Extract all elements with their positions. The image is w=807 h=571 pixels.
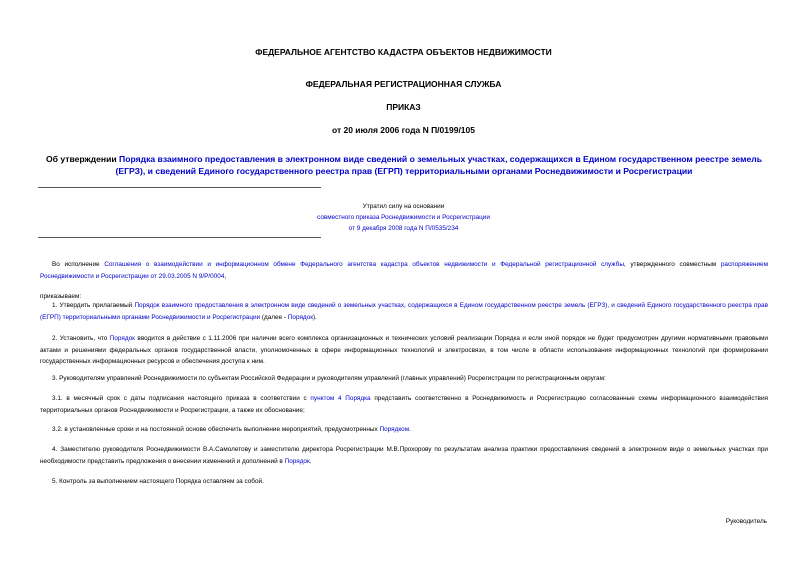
paragraph-1 xyxy=(40,300,768,323)
p2-text: 2. Установить, что xyxy=(52,335,110,342)
repeal-note xyxy=(0,201,807,234)
agency-heading-2: ФЕДЕРАЛЬНАЯ РЕГИСТРАЦИОННАЯ СЛУЖБА xyxy=(305,79,502,89)
paragraph-preamble xyxy=(40,259,768,282)
p4-text: 4. Заместителю руководителя Роснедвижимости В.А.Самолетову и заместителю директора Росрегистрации М.В.Прохорову по результатам анализа практики предоставления сведений в электронном виде о земельных участках при необходимости представить предложения о внесении изменений и дополнений в xyxy=(40,446,768,465)
paragraph-3: 3. Руководителям управлений Роснедвижимости по субъектам Российской Федерации и руководителям управлений (главных управлений) Росрегистрации по регистрационным округам: xyxy=(52,375,606,382)
paragraph-5: 5. Контроль за выполнением настоящего Порядка оставляем за собой. xyxy=(52,478,264,485)
p4-procedure-link[interactable]: Порядок xyxy=(284,457,310,465)
p1-text: 1. Утвердить прилагаемый xyxy=(52,302,135,309)
paragraph-2 xyxy=(40,333,768,368)
clause-4-link[interactable]: пунктом 4 Порядка xyxy=(310,395,371,402)
paragraph-4 xyxy=(40,444,768,467)
agency-heading-1: ФЕДЕРАЛЬНОЕ АГЕНТСТВО КАДАСТРА ОБЪЕКТОВ НЕДВИЖИМОСТИ xyxy=(255,47,552,57)
document-type: ПРИКАЗ xyxy=(386,102,421,112)
paragraph-3-2 xyxy=(40,424,780,436)
p1-text-2: (далее - xyxy=(260,313,288,321)
order-link[interactable]: распоряжением Роснедвижимости и Росрегистрации от 29.03.2005 N 9/Р/0004 xyxy=(40,261,768,280)
procedure-short-link[interactable]: Порядок xyxy=(287,313,314,321)
repeal-note-link2[interactable]: от 9 декабря 2008 года N П/0535/234 xyxy=(348,225,459,232)
p1-text-3: ). xyxy=(313,313,317,321)
agreement-link[interactable]: Соглашения о взаимодействии и информационном обмене Федерального агентства кадастра объектов недвижимости и Федеральной регистрационной службы xyxy=(104,261,624,268)
preamble-text-2: , утвержденного совместным xyxy=(623,261,721,268)
p3-2-procedure-link[interactable]: Порядком xyxy=(379,426,410,433)
divider-bottom xyxy=(38,237,321,238)
preamble-text-3: , xyxy=(224,272,227,280)
p2-text-2: вводится в действие с 1.11.2006 при наличии всего комплекса организационных и технических условий реализации Порядка и если иной порядок не будет предусмотрен другими нормативными правовыми актами и решениями федеральных органов государственной власти, уполномоченных в сфере информационных технологий и электросвязи, в том числе в области использования информационных технологий при формировании государственных информационных ресурсов и обеспечения доступа к ним. xyxy=(40,335,768,366)
title-prefix: Об утверждении xyxy=(46,154,120,164)
paragraph-3-1 xyxy=(40,393,768,416)
p4-text-2: . xyxy=(309,457,312,465)
p3-1-text-2: представить соответственно в Роснедвижимость и Росрегистрацию согласованные схемы информационного взаимодействия территориальных органов Роснедвижимости и Росрегистрации, а также их обоснование; xyxy=(40,395,768,414)
p2-procedure-link[interactable]: Порядок xyxy=(109,335,135,342)
repeal-note-line1: Утратил силу на основании xyxy=(362,203,445,210)
p3-2-text: 3.2. в установленные сроки и на постоянной основе обеспечить выполнение мероприятий, предусмотренных xyxy=(52,426,380,433)
p3-2-text-2: . xyxy=(409,426,411,433)
repeal-note-link1[interactable]: совместного приказа Роснедвижимости и Росрегистрации xyxy=(317,214,490,221)
divider-top xyxy=(38,187,321,188)
title-link[interactable]: Порядка взаимного предоставления в электронном виде сведений о земельных участках, содержащихся в Едином государственном реестре земель (ЕГРЗ), и сведений Единого государственного реестра прав (ЕГРП) территориальными органами Роснедвижимости и Росрегистрации xyxy=(115,154,762,176)
document-date: от 20 июля 2006 года N П/0199/105 xyxy=(331,125,475,135)
procedure-link[interactable]: Порядок взаимного предоставления в электронном виде сведений о земельных участках, содержащихся в Едином государственном реестре земель (ЕГРЗ), и сведений Единого государственного реестра прав (ЕГРП) территориальными органами Роснедвижимости и Росрегистрации xyxy=(40,302,768,321)
p3-1-text: 3.1. в месячный срок с даты подписания настоящего приказа в соответствии с xyxy=(52,395,311,402)
document-title xyxy=(40,153,768,177)
preamble-text: Во исполнение xyxy=(52,261,105,268)
signature: Руководитель xyxy=(725,518,767,525)
order-word: приказываем: xyxy=(40,293,82,300)
